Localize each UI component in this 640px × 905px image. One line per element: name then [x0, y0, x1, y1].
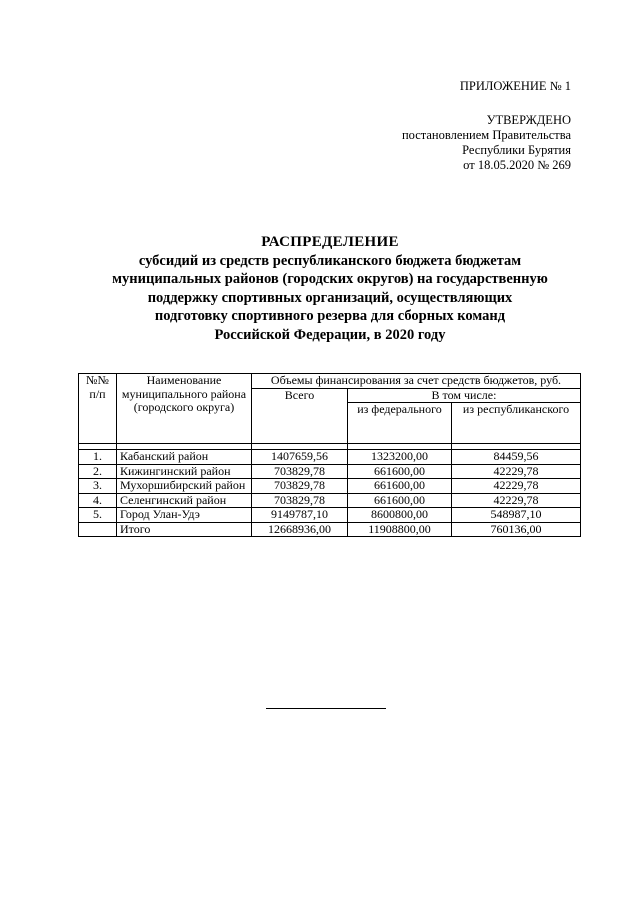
- cell-regional: 760136,00: [452, 522, 581, 537]
- header-num: №№ п/п: [79, 374, 117, 444]
- cell-federal: 8600800,00: [348, 508, 452, 523]
- cell-regional: 84459,56: [452, 450, 581, 465]
- cell-num: 4.: [79, 493, 117, 508]
- title-line: подготовку спортивного резерва для сборных команд: [154, 308, 506, 324]
- cell-num: [79, 522, 117, 537]
- header-total: Всего: [252, 388, 348, 444]
- cell-federal: 1323200,00: [348, 450, 452, 465]
- cell-name: Селенгинский район: [117, 493, 252, 508]
- cell-total: 703829,78: [252, 493, 348, 508]
- table-row: [79, 479, 581, 494]
- header-funding: Объемы финансирования за счет средств бюджетов, руб.: [252, 374, 581, 389]
- cell-total: 9149787,10: [252, 508, 348, 523]
- header-name: Наименование муниципального района (городского округа): [117, 374, 252, 444]
- title-line: поддержку спортивных организаций, осуществляющих: [147, 289, 513, 306]
- cell-regional: 42229,78: [452, 493, 581, 508]
- cell-name: Итого: [117, 522, 252, 537]
- document-title: [40, 233, 620, 344]
- cell-federal: 661600,00: [348, 464, 452, 479]
- cell-num: 1.: [79, 450, 117, 465]
- cell-total: 703829,78: [252, 464, 348, 479]
- table-row: [79, 493, 581, 508]
- cell-total: 1407659,56: [252, 450, 348, 465]
- table-total-row: [79, 522, 581, 537]
- cell-total: 12668936,00: [252, 522, 348, 537]
- cell-name: Город Улан-Удэ: [117, 508, 252, 523]
- header-regional: из республиканского: [452, 403, 581, 444]
- title-line: муниципальных районов (городских округов) на государственную: [112, 271, 548, 287]
- cell-total: 703829,78: [252, 479, 348, 494]
- cell-name: Кабанский район: [117, 450, 252, 465]
- cell-regional: 42229,78: [452, 464, 581, 479]
- closing-rule: [266, 708, 386, 709]
- table-row: [79, 464, 581, 479]
- cell-regional: 42229,78: [452, 479, 581, 494]
- title-line: Российской Федерации, в 2020 году: [214, 326, 446, 343]
- distribution-table: [78, 373, 581, 537]
- appendix-label: ПРИЛОЖЕНИЕ № 1: [459, 79, 571, 93]
- cell-num: 2.: [79, 464, 117, 479]
- approved-label: УТВЕРЖДЕНО: [486, 113, 571, 127]
- table-row: [79, 450, 581, 465]
- cell-federal: 661600,00: [348, 493, 452, 508]
- cell-num: 3.: [79, 479, 117, 494]
- republic-label: Республики Бурятия: [462, 143, 571, 157]
- cell-name: Кижингинский район: [117, 464, 252, 479]
- cell-federal: 11908800,00: [348, 522, 452, 537]
- cell-num: 5.: [79, 508, 117, 523]
- decree-label: постановлением Правительства: [401, 128, 571, 142]
- cell-name: Мухоршибирский район: [117, 479, 252, 494]
- title-line: субсидий из средств республиканского бюджета бюджетам: [138, 252, 522, 269]
- table-row: [79, 508, 581, 523]
- cell-federal: 661600,00: [348, 479, 452, 494]
- approval-block: [402, 113, 571, 173]
- header-federal: из федерального: [348, 403, 452, 444]
- header-including: В том числе:: [348, 388, 581, 403]
- decree-date-number: от 18.05.2020 № 269: [463, 158, 571, 172]
- cell-regional: 548987,10: [452, 508, 581, 523]
- title-main: РАСПРЕДЕЛЕНИЕ: [261, 234, 399, 250]
- table-header-row: [79, 374, 581, 389]
